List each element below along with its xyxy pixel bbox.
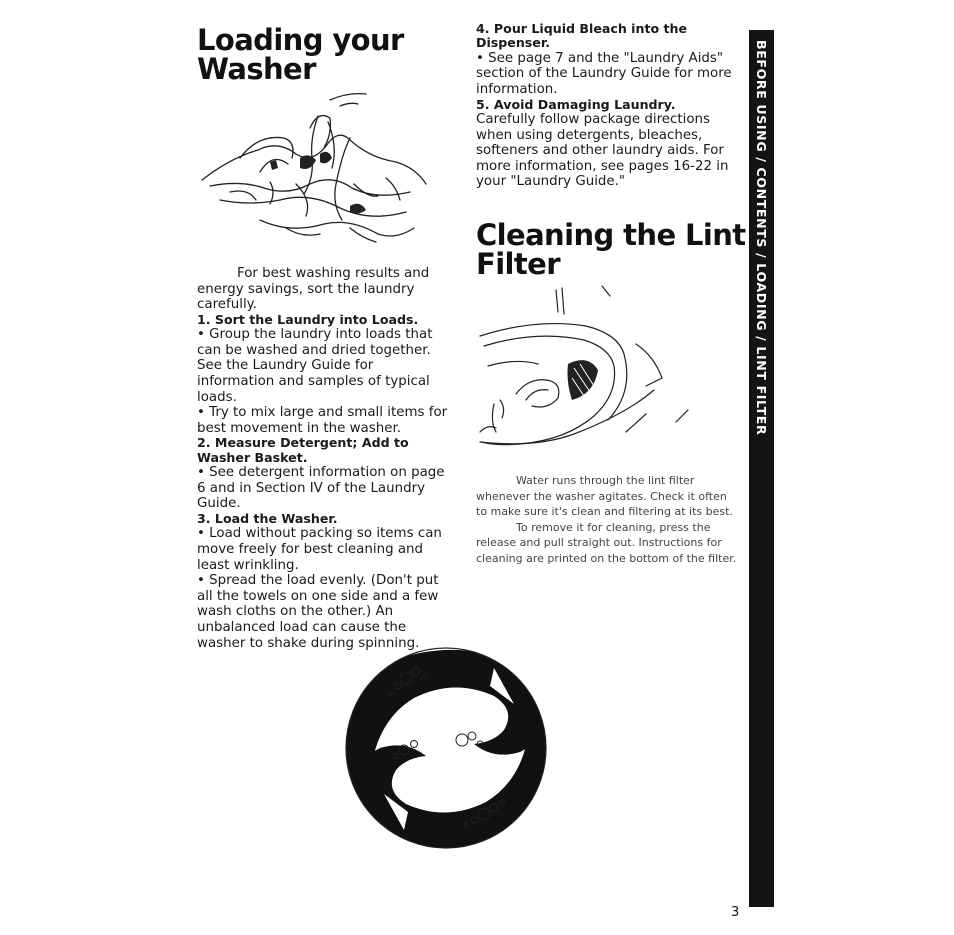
section-tab-sidebar [749, 30, 774, 907]
step5-heading: 5. Avoid Damaging Laundry. [476, 96, 676, 112]
water-swirl-logo [344, 644, 554, 854]
lint-filter-title [476, 218, 746, 281]
step5-text: Carefully follow package directions when using detergents, bleaches, softeners and other laundry aids. For more information, see pages 16-22 in your "Laundry Guide." [476, 112, 729, 190]
loading-instructions-continued [476, 22, 738, 190]
step3-bullet-2: • Spread the load evenly. (Don't put all the towels on one side and a few wash cloths on the other.) An unbalanced load can cause the washer to shake during spinning. [197, 573, 439, 651]
lint-filter-title-line1: Cleaning the Lint [476, 218, 746, 252]
loading-washer-title-line2: Washer [197, 52, 316, 86]
step3-bullet-1: • Load without packing so items can move freely for best cleaning and least wrinkling. [197, 526, 442, 573]
loading-instructions [197, 266, 453, 651]
loading-intro: For best washing results and energy savings, sort the laundry carefully. [197, 266, 430, 313]
step1-bullet-1: • Group the laundry into loads that can be washed and dried together. See the Laundry Guide for information and samples of typical loads. [197, 327, 433, 405]
step3-heading: 3. Load the Washer. [197, 510, 338, 526]
page-number: 3 [731, 905, 740, 920]
lint-filter-title-line2: Filter [476, 247, 560, 281]
step1-bullet-2: • Try to mix large and small items for best movement in the washer. [197, 405, 448, 436]
step4-heading: 4. Pour Liquid Bleach into the Dispenser. [476, 21, 688, 51]
step4-bullet-1: • See page 7 and the "Laundry Aids" section of the Laundry Guide for more information. [476, 50, 732, 97]
lint-filter-illustration [476, 282, 706, 452]
loading-washer-title-line1: Loading your [197, 23, 404, 57]
lint-filter-instructions [476, 473, 738, 567]
section-tab-label: BEFORE USING / CONTENTS / LOADING / LINT FILTER [754, 40, 769, 436]
lint-paragraph-2: To remove it for cleaning, press the release and pull straight out. Instructions for cleaning are printed on the bottom of the filter. [476, 520, 737, 565]
step2-bullet-1: • See detergent information on page 6 and in Section IV of the Laundry Guide. [197, 465, 445, 512]
lint-paragraph-1: Water runs through the lint filter whenever the washer agitates. Check it often to make sure it's clean and filtering at its best. [476, 474, 733, 519]
laundry-pile-illustration [200, 88, 430, 253]
step1-heading: 1. Sort the Laundry into Loads. [197, 311, 419, 327]
step2-heading: 2. Measure Detergent; Add to Washer Basket. [197, 435, 409, 465]
loading-washer-title [197, 23, 404, 86]
